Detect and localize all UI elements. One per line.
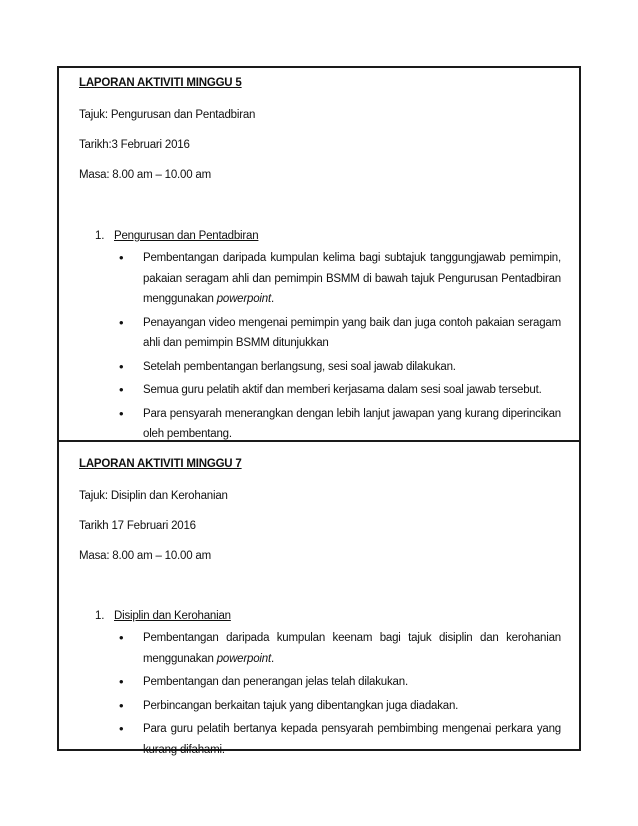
report-topic: Tajuk: Disiplin dan Kerohanian [79,490,228,502]
section-number: 1. [95,230,105,242]
list-item: • Pembentangan dan penerangan jelas telah dilakukan. [119,672,561,693]
report-week-7-box [57,440,581,756]
section-title [95,610,231,622]
bullet-list [119,248,561,448]
report-time: Masa: 8.00 am – 10.00 am [79,169,211,181]
list-item: • Para guru pelatih bertanya kepada pensyarah pembimbing mengenai perkara yang kurang difahami. [119,719,561,760]
report-date: Tarikh 17 Februari 2016 [79,520,196,532]
report-topic: Tajuk: Pengurusan dan Pentadbiran [79,109,256,121]
list-item: • Setelah pembentangan berlangsung, sesi soal jawab dilakukan. [119,357,561,378]
report-heading: LAPORAN AKTIVITI MINGGU 7 [79,458,242,470]
section-title-text: Disiplin dan Kerohanian [114,610,231,622]
list-item: • Pembentangan daripada kumpulan kelima bagi subtajuk tanggungjawab pemimpin, pakaian seragam ahli dan pemimpin BSMM di bawah tajuk Pengurusan Pentadbiran menggunakan powerpoint. [119,248,561,310]
section-number: 1. [95,610,105,622]
list-item: • Penayangan video mengenai pemimpin yang baik dan juga contoh pakaian seragam ahli dan pemimpin BSMM ditunjukkan [119,313,561,354]
report-time: Masa: 8.00 am – 10.00 am [79,550,211,562]
report-heading: LAPORAN AKTIVITI MINGGU 5 [79,77,242,89]
section-title [95,230,258,242]
list-item: • Pembentangan daripada kumpulan keenam bagi tajuk disiplin dan kerohanian menggunakan powerpoint. [119,628,561,669]
bullet-list [119,628,561,763]
list-item: • Semua guru pelatih aktif dan memberi kerjasama dalam sesi soal jawab tersebut. [119,380,561,401]
report-date: Tarikh:3 Februari 2016 [79,139,190,151]
section-title-text: Pengurusan dan Pentadbiran [114,230,259,242]
list-item: • Perbincangan berkaitan tajuk yang dibentangkan juga diadakan. [119,696,561,717]
report-week-5-box [57,66,581,442]
list-item: • Para pensyarah menerangkan dengan lebih lanjut jawapan yang kurang diperincikan oleh pembentang. [119,404,561,445]
